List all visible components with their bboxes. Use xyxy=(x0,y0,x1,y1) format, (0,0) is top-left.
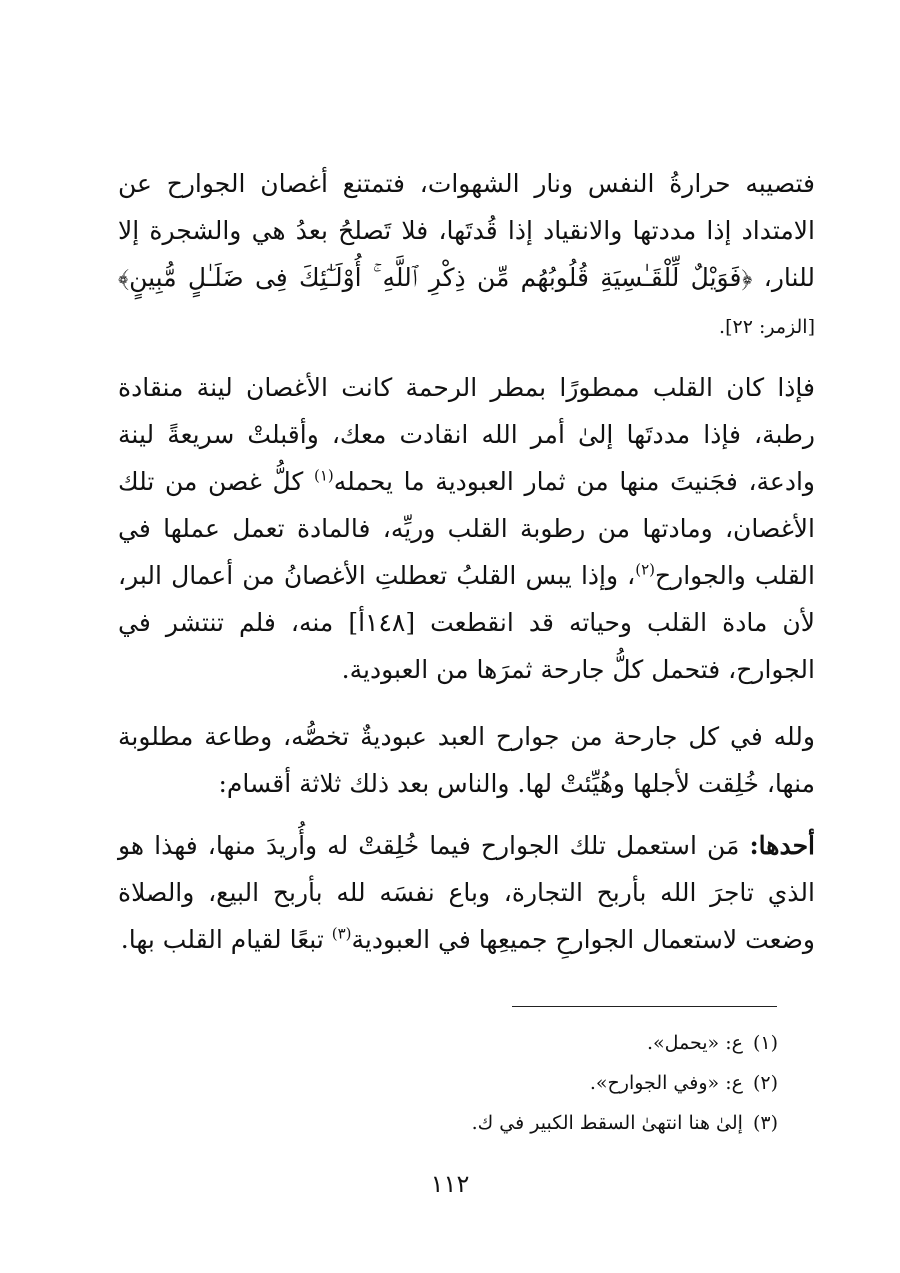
footnote-3-number: (٣) xyxy=(752,1112,778,1134)
paragraph-4-part-2: تبعًا لقيام القلب بها. xyxy=(120,925,332,954)
paragraph-1-text: فتصيبه حرارةُ النفس ونار الشهوات، فتمتنع أغصان الجوارح عن الامتداد إذا مددتها والانقياد إذا قُدتَها، فلا تَصلحُ بعدُ هي والشجرة إلا للنار، xyxy=(118,169,815,292)
footnote-2 xyxy=(118,1063,778,1103)
footnote-marker-3[interactable]: (٣) xyxy=(331,924,352,943)
paragraph-4 xyxy=(118,822,815,963)
footnote-1-number: (١) xyxy=(752,1032,778,1054)
paragraph-3-text: ولله في كل جارحة من جوارح العبد عبوديةٌ تخصُّه، وطاعة مطلوبة منها، خُلِقت لأجلها وهُيِّئتْ لها. والناس بعد ذلك ثلاثة أقسام: xyxy=(118,722,815,798)
footnote-marker-1[interactable]: (١) xyxy=(313,466,334,485)
paragraph-4-part-1: مَن استعمل تلك الجوارح فيما خُلِقتْ له وأُريدَ منها، فهذا هو الذي تاجرَ الله بأربح التجارة، وباع نفسَه لله بأربح البيع، والصلاة وضعت لاستعمال الجوارحِ جميعِها في العبودية xyxy=(118,831,815,954)
footnote-1-text: ع: «يحمل». xyxy=(646,1032,743,1054)
footnote-2-text: ع: «وفي الجوارح». xyxy=(589,1072,743,1094)
paragraph-2-part-1: فإذا كان القلب ممطورًا بمطر الرحمة كانت الأغصان لينة منقادة رطبة، فإذا مددتَها إلىٰ أمر الله انقادت معك، وأقبلتْ سريعةً لينة وادعة، فجَنيتَ منها من ثمار العبودية ما يحمله xyxy=(118,373,815,496)
footnotes xyxy=(118,1023,778,1143)
footnote-2-number: (٢) xyxy=(752,1072,778,1094)
footnote-1 xyxy=(118,1023,778,1063)
paragraph-1 xyxy=(118,160,815,351)
paragraph-4-lead: أحدها: xyxy=(749,831,815,860)
page-number: ١١٢ xyxy=(430,1170,470,1198)
footnote-3 xyxy=(118,1103,778,1143)
quran-verse: ﴿فَوَيْلٌ لِّلْقَـٰسِيَةِ قُلُوبُهُم مِّن ذِكْرِ ٱللَّهِ ۚ أُوْلَـٰٓئِكَ فِى ضَلَـٰلٍ مُّبِينٍ﴾ xyxy=(118,263,753,292)
footnote-separator xyxy=(512,1006,777,1007)
paragraph-3 xyxy=(118,713,815,807)
verse-reference: [الزمر: ٢٢]. xyxy=(719,316,815,338)
paragraph-2 xyxy=(118,364,815,693)
paragraph-2-part-2: كلُّ غصن من تلك الأغصان، ومادتها من رطوبة القلب وريِّه، فالمادة تعمل عملها في القلب والجوارح xyxy=(118,467,815,590)
paragraph-2-part-3: ، وإذا يبس القلبُ تعطلتِ الأغصانُ من أعمال البر، لأن مادة القلب وحياته قد انقطعت [١٤٨أ] منه، فلم تنتشر في الجوارح، فتحمل كلُّ جارحة ثمرَها من العبودية. xyxy=(118,561,815,684)
footnote-marker-2[interactable]: (٢) xyxy=(635,560,655,579)
footnote-3-text: إلىٰ هنا انتهىٰ السقط الكبير في ك. xyxy=(471,1112,743,1134)
